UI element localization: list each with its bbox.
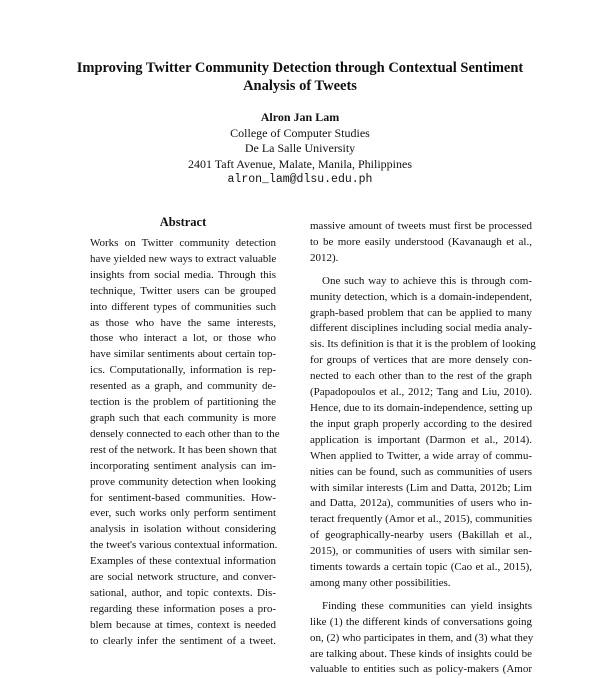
body-line: Finding these communities can yield insights [322, 599, 532, 612]
abstract-line: regarding these information poses a pro- [90, 602, 276, 615]
abstract-line: for sentiment-based communities. How- [90, 491, 276, 504]
author-name: Alron Jan Lam [260, 110, 340, 124]
abstract-line: have yielded new ways to extract valuable [90, 252, 277, 265]
abstract-line: Examples of these contextual information [90, 555, 276, 568]
title-line: Analysis of Tweets [243, 78, 357, 94]
body-line: of geographically-nearby users (Bakillah et al., [310, 529, 532, 542]
body-line: munity detection, which is a domain-independent, [310, 290, 532, 303]
affiliation-line: 2401 Taft Avenue, Malate, Manila, Philippines [187, 156, 412, 171]
body-line: with similar interests (Lim and Datta, 2012b; Lim [310, 481, 532, 494]
body-line: timents towards a certain topic (Cao et al., 2015), [310, 561, 532, 574]
abstract-line: sational, author, and topic contexts. Dis- [90, 586, 276, 599]
body-line: valuable to entities such as policy-makers (Amor [310, 663, 532, 676]
abstract-line: into different types of communities such [90, 300, 276, 313]
abstract-body [90, 236, 280, 650]
abstract-line: Works on Twitter community detection [90, 237, 276, 249]
abstract-line: ever, such works only perform sentiment [90, 507, 276, 520]
affiliation-line: De La Salle University [244, 141, 356, 155]
body-line: to be more easily understood (Kavanaugh et al., [310, 235, 532, 248]
body-line: teract frequently (Amor et al., 2015), communities [310, 513, 533, 526]
abstract-line: insights from social media. Through this [90, 268, 276, 281]
abstract-line: ics. Computationally, information is rep- [90, 364, 276, 377]
paper-title [60, 59, 540, 95]
body-line: Hence, due to its domain-independence, setting up [310, 401, 533, 414]
body-line: (Papadopoulos et al., 2012; Tang and Liu, 2010). [310, 386, 532, 399]
abstract-line: technique, Twitter users can be grouped [90, 284, 276, 297]
body-line: graph-based problem that can be applied to many [310, 306, 532, 319]
author-block [100, 110, 500, 188]
body-line: the input graph properly according to the desired [310, 417, 532, 430]
abstract-line: the tweet's various contextual information. [90, 539, 278, 552]
body-line: like (1) the different kinds of conversations going [310, 615, 532, 628]
body-line: massive amount of tweets must first be processed [310, 220, 532, 232]
body-line: on, (2) who participates in them, and (3) what they [310, 631, 534, 644]
abstract-line: to clearly infer the sentiment of a tweet. [90, 634, 276, 647]
body-line: for groups of vertices that are more densely con- [310, 354, 532, 367]
body-line: 2012). [310, 251, 339, 264]
intro-body [310, 219, 536, 678]
abstract-line: blem because at times, context is needed [90, 618, 276, 631]
body-line: 2015), or communities of users with similar sen- [310, 545, 532, 558]
abstract-line: tection is the problem of partitioning the [90, 396, 276, 409]
abstract-line: densely connected to each other than to the [90, 427, 280, 440]
body-line: sis. Its definition is that it is the problem of looking [310, 338, 536, 351]
body-line: One such way to achieve this is through com- [322, 274, 532, 287]
abstract-line: as those who have the same interests, [90, 316, 276, 329]
abstract-line: prove community detection when looking [90, 475, 276, 488]
abstract-line: resented as a graph, and community de- [90, 380, 276, 393]
body-line: When applied to Twitter, a wide array of commu- [310, 449, 532, 462]
body-line: and Datta, 2012a), communities of users who in- [310, 497, 532, 510]
abstract-line: those who interact a lot, or those who [90, 332, 276, 345]
abstract-line: rest of the network. It has been shown that [90, 443, 277, 456]
affiliation-line: College of Computer Studies [230, 125, 370, 140]
author-email: alron_lam@dlsu.edu.ph [227, 173, 373, 186]
body-line: among many other possibilities. [310, 576, 451, 589]
body-line: different disciplines including social media analy- [310, 322, 532, 335]
abstract-line: analysis in isolation without considering [90, 523, 276, 536]
body-line: are talking about. These kinds of insights could be [310, 647, 532, 660]
body-line: application is important (Darmon et al., 2014). [310, 433, 532, 446]
title-line: Improving Twitter Community Detection through Contextual Sentiment [76, 60, 524, 76]
abstract-line: incorporating sentiment analysis can im- [90, 459, 276, 472]
abstract-line: are social network structure, and conver- [90, 571, 276, 584]
body-line: nities can be found, such as communities of users [310, 465, 532, 478]
body-line: nected to each other than to the rest of the graph [310, 370, 532, 383]
abstract-line: have similar sentiments about certain top- [90, 348, 276, 361]
abstract-line: graph such that each community is more [90, 411, 276, 424]
abstract-heading: Abstract [159, 215, 207, 229]
